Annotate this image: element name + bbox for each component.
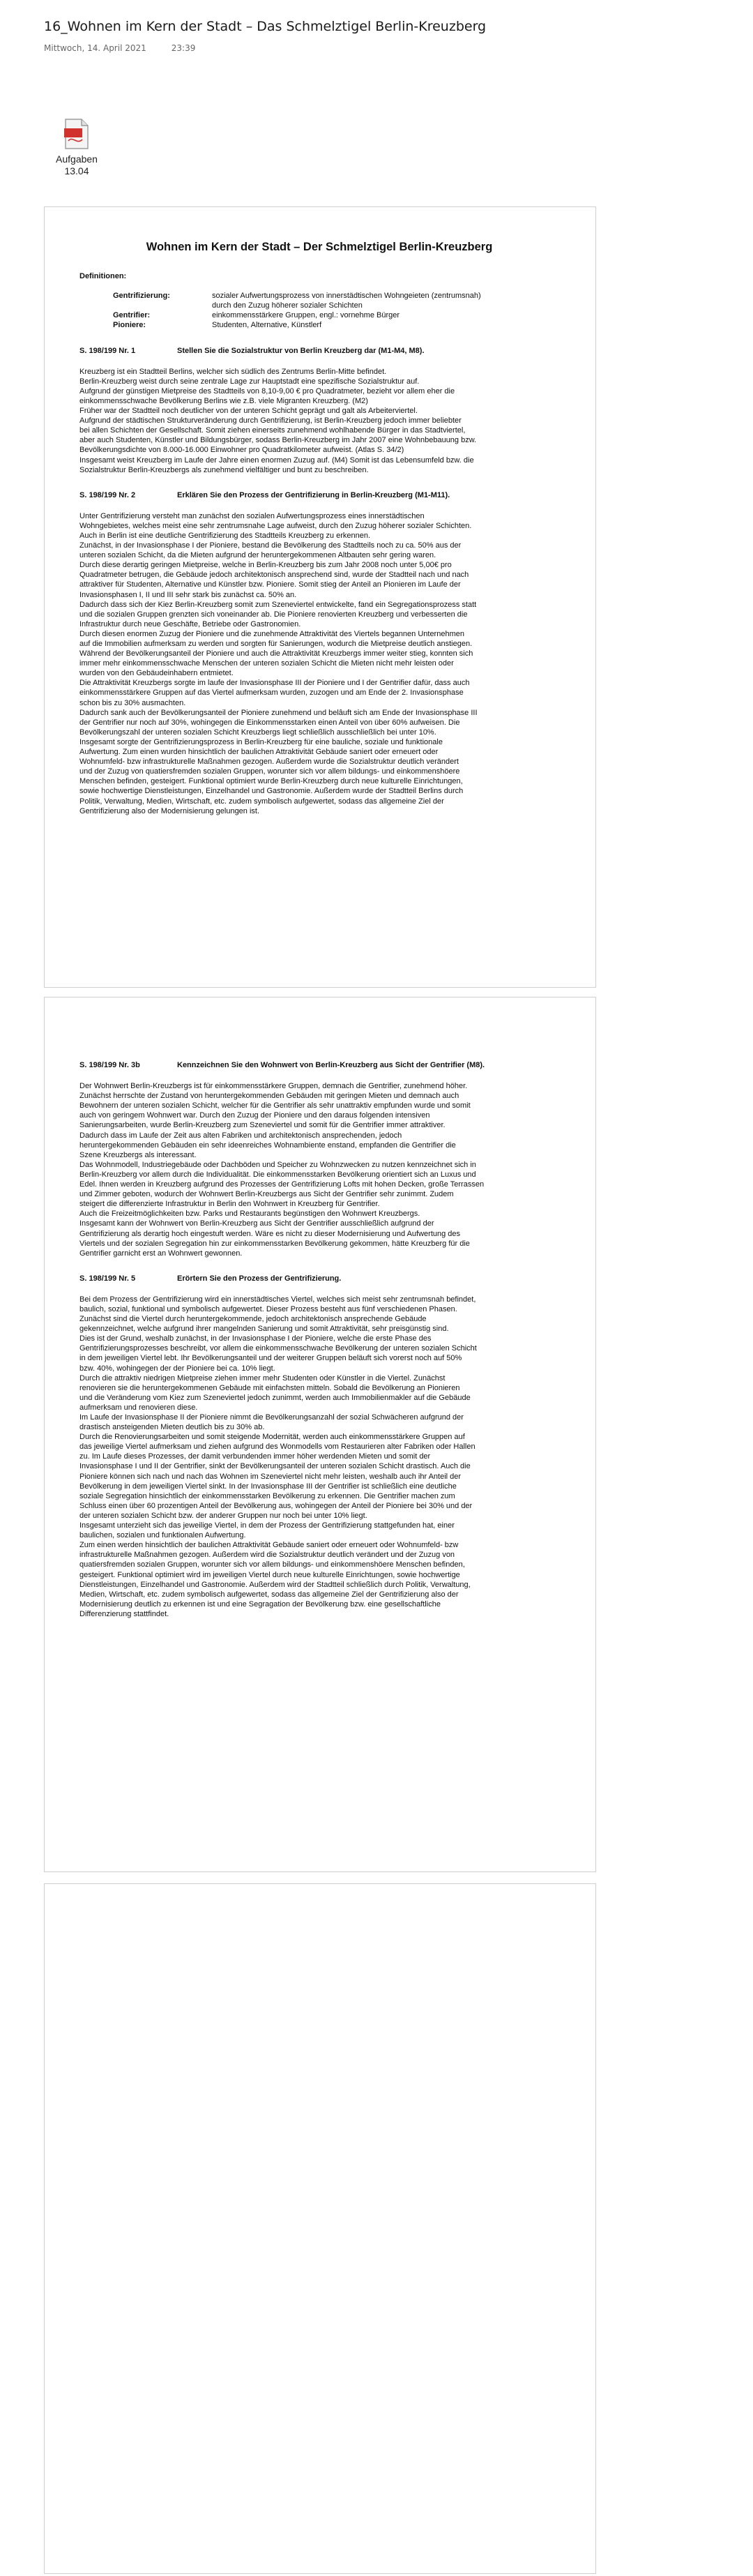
text-line: auf die Immobilien aufmerksam zu werden und sorgten für Sanierungen, wodurch die Mietpreise deutlich anstiegen. bbox=[79, 640, 473, 648]
definitions-heading: Definitionen: bbox=[79, 272, 127, 281]
text-line: Edel. Ihnen werden in Kreuzberg aufgrund des Prozesses der Gentrifizierung Lofts mit hohen Decken, große Terrassen bbox=[79, 1180, 485, 1189]
text-line: aber auch Studenten, Künstler und Bildungsbürger, sodass Berlin-Kreuzberg im Jahr 2007 eine Wohnbebauung bzw. bbox=[79, 436, 477, 445]
document-page-2 bbox=[44, 997, 596, 1872]
attachment-label: Aufgaben 13.04 bbox=[56, 153, 98, 176]
text-line: zu. Im Laufe dieses Prozesses, der damit verbundenden immer höher werdenden Mieten und somit der bbox=[79, 1452, 431, 1461]
note-time: 23:39 bbox=[171, 43, 196, 53]
document-title: Wohnen im Kern der Stadt – Der Schmelztigel Berlin-Kreuzberg bbox=[146, 241, 493, 253]
text-line: Aufgrund der günstigen Mietpreise des Stadtteils von 8,10-9,00 € pro Quadratmeter, bezieht vor allem eher die bbox=[79, 386, 455, 396]
task-answer-1 bbox=[79, 367, 559, 475]
text-line: einkommensstärkere Gruppen auf das Viertel aufmerksam wurden, zuzogen und am Ende der 2. Invasionsphase bbox=[79, 688, 464, 698]
text-line: Dadurch dass sich der Kiez Berlin-Kreuzberg somit zum Szeneviertel entwickelte, fand ein Segregationsprozess statt bbox=[79, 600, 477, 609]
text-line: sowie hochwertige Dienstleistungen, Einzelhandel und Gastronomie. Außerdem wurde der Stadtteil Berlins durch bbox=[79, 787, 464, 796]
text-line: gesteigert. Funktional optimiert wird im jeweiligen Viertel durch neue kulturelle Einrichtungen, sowie hochwertige bbox=[79, 1570, 460, 1579]
text-line: Durch die attraktiv niedrigen Mietpreise ziehen immer mehr Studenten oder Künstler in die Viertel. Zunächst bbox=[79, 1373, 446, 1383]
text-line: schon bis zu 30% ausmachten. bbox=[79, 698, 186, 707]
text-line: heruntergekommenden Gebäuden ein sehr ideenreiches Wohnambiente enstand, empfanden die Gentrifier die bbox=[79, 1140, 456, 1150]
text-line: Sanierungsarbeiten, wurde Berlin-Kreuzberg zum Szeneviertel und somit für die Gentrifier immer attraktiver. bbox=[79, 1121, 446, 1130]
text-line: infrastrukturelle Maßnahmen gezogen. Außerdem wird die Sozialstruktur deutlich verändert und der Zuzug von bbox=[79, 1551, 455, 1560]
text-line: Durch die Renovierungsarbeiten und somit steigende Modernität, werden auch einkommensstärkere Gruppen auf bbox=[79, 1433, 465, 1442]
text-line: Viertels und der sozialen Segregation hin zur einkommensstarken Bevölkerung gekommen, hätte Kreuzberg für die bbox=[79, 1239, 470, 1248]
text-line: einkommensschwache Bevölkerung Berlins wie z.B. viele Migranten Kreuzberg. (M2) bbox=[79, 396, 368, 405]
text-line: renovieren sie die heruntergekommenen Gebäude mit einfachsten mitteln. Sobald die Bevölkerung an Pionieren bbox=[79, 1383, 460, 1392]
text-line: soziale Segregation hinsichtlich der einkommensstarken Bevölkerung zu erkennen. Die Gentrifier machen zum bbox=[79, 1491, 455, 1500]
text-line: in dem jeweiligen Viertel lebt. Ihr Bevölkerungsanteil und der weiterer Gruppen beläuft sich vorerst noch auf 50% bbox=[79, 1354, 462, 1363]
text-line: Bewohnern der unteren sozialen Schicht, welcher für die Gentrifier als sehr unattraktiv empfunden wurde und somit bbox=[79, 1101, 471, 1110]
text-line: Zunächst herrschte der Zustand von heruntergekommenden Gebäuden mit geringen Mieten und demnach auch bbox=[79, 1092, 459, 1101]
text-line: Politik, Verwaltung, Medien, Wirtschaft, etc. zudem symbolisch aufgewertet, sodass das allgemeine Ziel der bbox=[79, 797, 444, 806]
text-line: Auch in Berlin ist eine deutliche Gentrifizierung des Stadtteils Kreuzberg zu erkennen. bbox=[79, 531, 371, 540]
text-line: steigert die differenzierte Infrastruktur in Berlin den Wohnwert in Kreuzberg für Gentrifier. bbox=[79, 1200, 380, 1209]
text-line: wurden von den Gebäudeinhabern entmietet. bbox=[79, 669, 234, 678]
text-line: Bevölkerung in dem jeweiligen Viertel sinkt. In der Invasionsphase III der Gentrifier ist schließlich eine deutliche bbox=[79, 1482, 457, 1491]
text-line: attraktiver für Studenten, Alternative und Künstler bzw. Pioniere. Somit stieg der Anteil an Pionieren im Laufe der bbox=[79, 580, 461, 589]
text-line: Früher war der Stadtteil noch deutlicher von der unteren Schicht geprägt und galt als Arbeiterviertel. bbox=[79, 407, 418, 416]
text-line: quatiersfremden sozialen Gruppen, worunter sich vor allem bildungs- und einkommenshöere Menschen befinden, bbox=[79, 1560, 465, 1569]
text-line: Differenzierung stattfindet. bbox=[79, 1609, 169, 1618]
text-line: baulichen, sozialen und funktionalen Aufwertung. bbox=[79, 1531, 246, 1540]
text-line: Insgesamt unterzieht sich das jeweilige Viertel, in dem der Prozess der Gentrifizierung stattgefunden hat, einer bbox=[79, 1521, 455, 1530]
task-heading-2: S. 198/199 Nr. 2 Erklären Sie den Prozess der Gentrifizierung in Berlin-Kreuzberg (M1-M11). bbox=[79, 490, 450, 499]
text-line: Pioniere können sich nach und nach das Wohnen im Szeneviertel nicht mehr leisten, weshalb auch ihr Anteil der bbox=[79, 1472, 462, 1481]
text-line: Unter Gentrifizierung versteht man zunächst den sozialen Aufwertungsprozess eines innerstädtischen bbox=[79, 511, 425, 520]
text-line: auch von geringem Wohnwert war. Durch den Zuzug der Pioniere und den daraus folgenden intensiven bbox=[79, 1111, 430, 1120]
document-page-3 bbox=[44, 1883, 596, 2574]
text-line: und die sozialen Gruppen grenzten sich voneinander ab. Die Pioniere renovierten Kreuzberg und verbesserten die bbox=[79, 610, 468, 619]
text-line: Gentrifizierungsprozesses beschreibt, vor allem die einkommensschwache Bevölkerung der unteren sozialen Schicht bbox=[79, 1344, 477, 1353]
text-line: Invasionsphasen I, II und III sehr stark bis zunächst ca. 50% an. bbox=[79, 590, 297, 599]
definitions-list bbox=[113, 291, 559, 330]
text-line: Gentrifier garnicht erst an Wohnwert gewonnen. bbox=[79, 1249, 243, 1258]
text-line: Dienstleistungen, Einzelhandel und Gastronomie. Außerdem wird der Stadtteil schließlich durch Politik, Verwaltung, bbox=[79, 1580, 471, 1589]
task-heading-3b: S. 198/199 Nr. 3b Kennzeichnen Sie den Wohnwert von Berlin-Kreuzberg aus Sicht der Gentrifier (M8). bbox=[79, 1061, 485, 1069]
text-line: Während der Bevölkerungsanteil der Pioniere und auch die Attraktivität Kreuzbergs immer weiter stieg, konnten sich bbox=[79, 649, 473, 658]
text-line: Bei dem Prozess der Gentrifizierung wird ein innerstädtisches Viertel, welches sich meist sehr zentrumsnah befindet, bbox=[79, 1295, 476, 1304]
task-answer-3b bbox=[79, 1081, 559, 1258]
task-heading-5: S. 198/199 Nr. 5 Erörtern Sie den Prozess der Gentrifizierung. bbox=[79, 1274, 342, 1283]
text-line: Quadratmeter betrugen, die Gebäude jedoch architektonisch ansprechend sind, wurde der Stadtteil nach und nach bbox=[79, 571, 469, 580]
task-answer-5 bbox=[79, 1295, 559, 1619]
note-title: 16_Wohnen im Kern der Stadt – Das Schmelztigel Berlin-Kreuzberg bbox=[44, 19, 487, 34]
text-line: Modernisierung deutlich zu erkennen ist und eine Segragation der Bevölkerung bzw. eine gesellschaftliche bbox=[79, 1599, 441, 1609]
text-line: Die Attraktivität Kreuzbergs sorgte im laufe der Invasionsphase III der Pioniere und I der Gentrifier dafür, dass auch bbox=[79, 679, 470, 688]
text-line: Medien, Wirtschaft, etc. zudem symbolisch aufgewertet, sodass das allgemeine Ziel der Gentrifizierung also der bbox=[79, 1590, 459, 1599]
text-line: drastisch ansteigenden Mieten deutlich bis zu 30% ab. bbox=[79, 1423, 265, 1432]
text-line: Im Laufe der Invasionsphase II der Pioniere nimmt die Bevölkerungsanzahl der sozial Schwächeren aufgrund der bbox=[79, 1413, 464, 1422]
definition-row: Pioniere: Studenten, Alternative, Künstlerf bbox=[113, 321, 322, 330]
task-heading-1: S. 198/199 Nr. 1 Stellen Sie die Sozialstruktur von Berlin Kreuzberg dar (M1-M4, M8). bbox=[79, 346, 425, 355]
text-line: Bevölkerungsdichte von 8.000-16.000 Einwohner pro Quadratkilometer aufweist. (Atlas S. 34/2) bbox=[79, 446, 404, 455]
text-line: Das Wohnmodell, Industriegebäude oder Dachböden und Speicher zu Wohnzwecken zu nutzen kennzeichnet sich in bbox=[79, 1160, 476, 1169]
text-line: und der Zuzug von quatiersfremden sozialen Gruppen, worunter sich vor allem bildungs- und einkommenshöere bbox=[79, 767, 460, 776]
pdf-file-icon bbox=[64, 119, 89, 149]
text-line: gekennzeichnet, welche aufgrund ihrer mangelnden Sanierung und somit Attraktivität, sehr preisgünstig sind. bbox=[79, 1325, 449, 1334]
text-line: aufmerksam und renovieren diese. bbox=[79, 1403, 198, 1412]
text-line: Der Wohnwert Berlin-Kreuzbergs ist für einkommensstärkere Gruppen, demnach die Gentrifier, zunehmend höher. bbox=[79, 1082, 468, 1091]
document-page-1 bbox=[44, 206, 596, 988]
definition-row: Gentrifier: einkommensstärkere Gruppen, engl.: vornehme Bürger bbox=[113, 311, 400, 320]
text-line: Wohngebietes, welches meist eine sehr zentrumsnahe Lage aufweist, durch den Zuzug höherer sozialer Schichten. bbox=[79, 521, 472, 530]
text-line: unteren sozialen Schicht, da die Mieten aufgrund der heruntergekommenen Altbauten sehr gering waren. bbox=[79, 551, 436, 560]
text-line: der unteren sozialen Schicht bzw. der anderer Gruppen nur noch bei unter 10% liegt. bbox=[79, 1511, 367, 1520]
text-line: Menschen befinden, gesteigert. Funktional optimiert wurde Berlin-Kreuzberg durch neue kulturelle Einrichtungen, bbox=[79, 777, 463, 786]
text-line: Berlin-Kreuzberg weist durch seine zentrale Lage zur Hauptstadt eine spezifische Sozialstruktur auf. bbox=[79, 377, 420, 386]
text-line: und die Veränderung vom Kiez zum Szeneviertel jedoch zunimmt, werden auch Immobilienmakler auf die Gebäude bbox=[79, 1393, 471, 1402]
text-line: Bevölkerungszahl der unteren sozialen Schicht Kreuzbergs liegt schließlich ausschließlich bei unter 10%. bbox=[79, 728, 436, 737]
task-answer-2 bbox=[79, 511, 559, 816]
text-line: Dies ist der Grund, weshalb zunächst, in der Invasionsphase I der Pioniere, welche die erste Phase des bbox=[79, 1334, 432, 1343]
text-line: Dadurch dass im Laufe der Zeit aus alten Fabriken und architektonisch ansprechenden, jedoch bbox=[79, 1131, 402, 1140]
definition-row: Gentrifizierung: sozialer Aufwertungsprozess von innerstädtischen Wohngeieten (zentrumsnah) durch den Zuzug höherer sozialer Schichten bbox=[113, 292, 481, 310]
text-line: Durch diese derartig geringen Mietpreise, welche in Berlin-Kreuzberg bis zum Jahr 2008 noch unter 5,00€ pro bbox=[79, 561, 452, 570]
text-line: das jeweilige Viertel aufmerksam und ziehen aufgrund des Wonmodells vom Restaurieren alter Fabriken oder Hallen bbox=[79, 1443, 476, 1452]
text-line: Insgesamt sorgte der Gentrifizierungsprozess in Berlin-Kreuzberg für eine bauliche, soziale und funktionale bbox=[79, 737, 443, 746]
note-date: Mittwoch, 14. April 2021 bbox=[44, 43, 146, 53]
text-line: Szene Kreuzbergs als interessant. bbox=[79, 1150, 197, 1159]
text-line: der Gentrifier nur noch auf 30%, wohingegen die Einkommensstarken einen Anteil von über 60% aufweisen. Die bbox=[79, 718, 460, 727]
text-line: Schluss einen über 60 prozentigen Anteil der Bevölkerung aus, wohingegen der Anteil der Pioniere bei 30% und der bbox=[79, 1501, 473, 1510]
text-line: Berlin-Kreuzberg vor allem durch die Individualität. Die einkommensstarken Bevölkerung orientiert sich an Luxus und bbox=[79, 1170, 476, 1179]
text-line: Auch die Freizeitmöglichkeiten bzw. Parks und Restaurants begünstigen den Wohnwert Kreuzbergs. bbox=[79, 1210, 420, 1219]
text-line: Invasionsphase I und II der Gentrifier, sinkt der Bevölkerungsanteil der unteren sozialen Schicht drastisch. Auch die bbox=[79, 1462, 471, 1471]
text-line: Gentrifizierung als derartig hoch eingestuft werden. Wäre es nicht zu dieser Modernisierung und Aufwertung des bbox=[79, 1229, 461, 1238]
text-line: und Zimmer geboten, wodurch der Wohnwert Berlin-Kreuzbergs aus Sicht der Gentrifier sehr zunimmt. Zudem bbox=[79, 1190, 454, 1199]
text-line: Zunächst, in der Invasionsphase I der Pioniere, bestand die Bevölkerung des Stadtteils noch zu ca. 50% aus der bbox=[79, 541, 462, 550]
text-line: Zunächst sind die Viertel durch heruntergekommende, jedoch architektonisch ansprechende Gebäude bbox=[79, 1315, 427, 1324]
text-line: bzw. 40%, wohingegen der der Pioniere bei ca. 10% liegt. bbox=[79, 1364, 275, 1373]
text-line: baulich, sozial, funktional und symbolisch aufgewertet. Dieser Prozess besteht aus fünf verschiedenen Phasen. bbox=[79, 1304, 457, 1313]
text-line: Durch diesen enormen Zuzug der Pioniere und die zunehmende Attraktivität des Viertels begannen Unternehmen bbox=[79, 629, 464, 638]
text-line: Zum einen werden hinsichtlich der baulichen Attraktivität Gebäude saniert oder erneuert oder Wohnumfeld- bzw bbox=[79, 1541, 459, 1550]
text-line: Kreuzberg ist ein Stadtteil Berlins, welcher sich südlich des Zentrums Berlin-Mitte befindet. bbox=[79, 367, 387, 376]
text-line: Aufgrund der städtischen Strukturveränderung durch Gentrifizierung, ist Berlin-Kreuzberg jedoch immer beliebter bbox=[79, 416, 462, 425]
text-line: Insgesamt weist Kreuzberg im Laufe der Jahre einen enormen Zuzug auf. (M4) Somit ist das Lebensumfeld bzw. die bbox=[79, 455, 474, 465]
text-line: Insgesamt kann der Wohnwert von Berlin-Kreuzberg aus Sicht der Gentrifier ausschließlich aufgrund der bbox=[79, 1219, 434, 1228]
pdf-attachment[interactable] bbox=[49, 119, 105, 177]
text-line: Infrastruktur durch neue Geschäfte, Betriebe oder Gastronomien. bbox=[79, 619, 301, 628]
note-timestamp bbox=[44, 43, 195, 53]
text-line: Aufwertung. Zum einen wurden hinsichtlich der baulichen Attraktivität Gebäude saniert oder erneuert oder bbox=[79, 748, 439, 757]
text-line: Wohnumfeld- bzw infrastrukturelle Maßnahmen gezogen. Außerdem wurde die Sozialstruktur deutlich verändert bbox=[79, 758, 459, 767]
text-line: Gentrifizierung also der Modernisierung gelungen ist. bbox=[79, 806, 260, 815]
text-line: bei allen Schichten der Gesellschaft. Somit ziehen einerseits zunehmend wohlhabende Bürger in das Stadtviertel, bbox=[79, 426, 466, 435]
text-line: immer mehr einkommensschwache Menschen der unteren sozialen Schicht die Mieten nicht mehr leisten oder bbox=[79, 659, 454, 668]
text-line: Sozialstruktur Berlin-Kreuzbergs als zunehmend vielfältiger und bunt zu beschreiben. bbox=[79, 465, 369, 474]
text-line: Dadurch sank auch der Bevölkerungsanteil der Pioniere zunehmend und belâuft sich am Ende der Invasionsphase III bbox=[79, 708, 478, 717]
